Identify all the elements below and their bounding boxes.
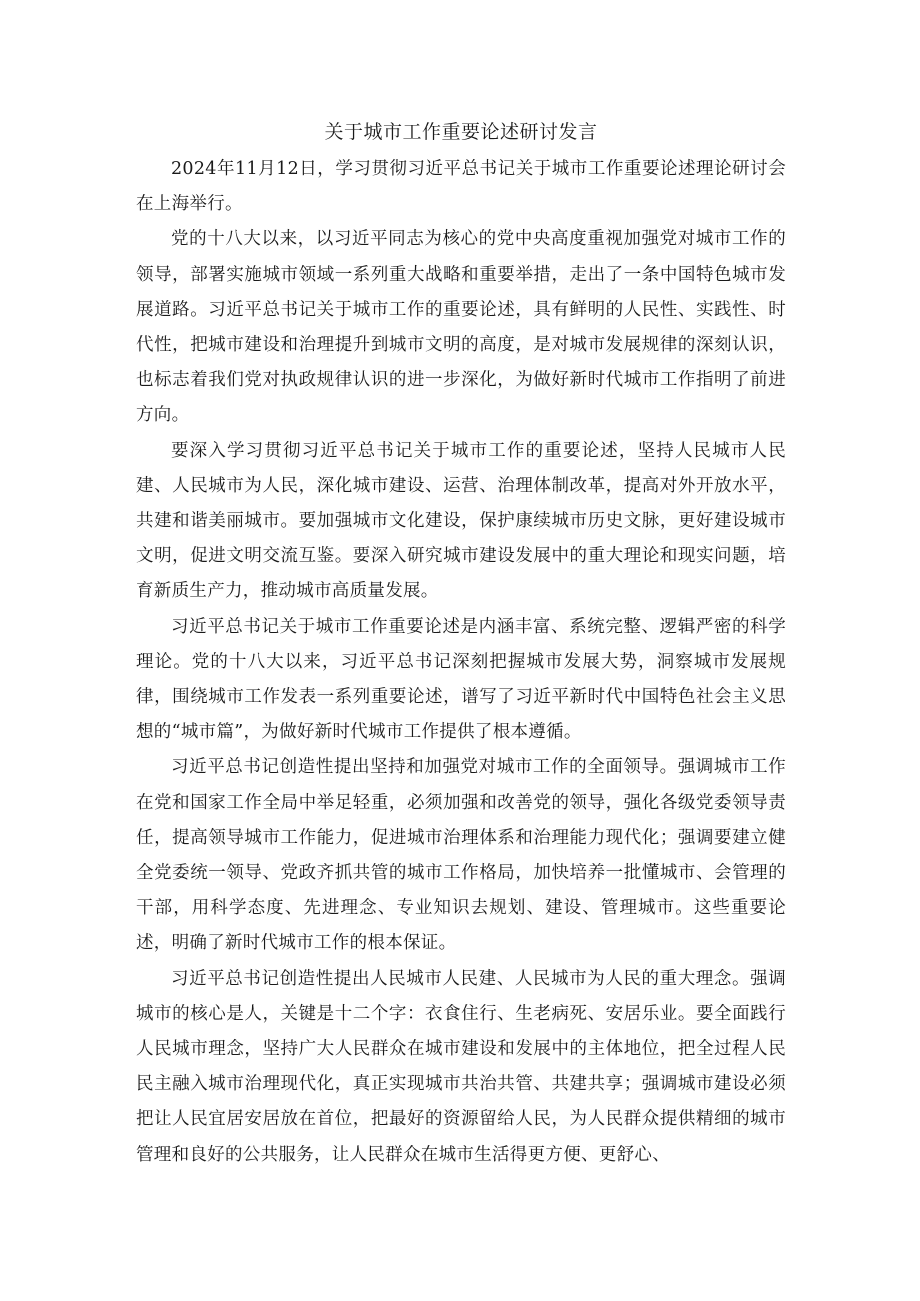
paragraph-5: 习近平总书记创造性提出坚持和加强党对城市工作的全面领导。强调城市工作在党和国家工作全局中举足轻重，必须加强和改善党的领导，强化各级党委领导责任，提高领导城市工作能力，促进城市治理体系和治理能力现代化；强调要建立健全党委统一领导、党政齐抓共管的城市工作格局，加快培养一批懂城市、会管理的干部，用科学态度、先进理念、专业知识去规划、建设、管理城市。这些重要论述，明确了新时代城市工作的根本保证。: [136, 757, 786, 954]
document-page: [136, 112, 786, 1173]
paragraph-2: 党的十八大以来，以习近平同志为核心的党中央高度重视加强党对城市工作的领导，部署实施城市领域一系列重大战略和重要举措，走出了一条中国特色城市发展道路。习近平总书记关于城市工作的重要论述，具有鲜明的人民性、实践性、时代性，把城市建设和治理提升到城市文明的高度，是对城市发展规律的深刻认识，也标志着我们党对执政规律认识的进一步深化，为做好新时代城市工作指明了前进方向。: [136, 229, 786, 426]
paragraph-4: 习近平总书记关于城市工作重要论述是内涵丰富、系统完整、逻辑严密的科学理论。党的十八大以来，习近平总书记深刻把握城市发展大势，洞察城市发展规律，围绕城市工作发表一系列重要论述，谱写了习近平新时代中国特色社会主义思想的“城市篇”，为做好新时代城市工作提供了根本遵循。: [136, 616, 786, 743]
document-title: 关于城市工作重要论述研讨发言: [324, 121, 598, 143]
paragraph-1: 2024年11月12日，学习贯彻习近平总书记关于城市工作重要论述理论研讨会在上海举行。: [136, 159, 786, 215]
paragraph-6: 习近平总书记创造性提出人民城市人民建、人民城市为人民的重大理念。强调城市的核心是人，关键是十二个字：衣食住行、生老病死、安居乐业。要全面践行人民城市理念，坚持广大人民群众在城市建设和发展中的主体地位，把全过程人民民主融入城市治理现代化，真正实现城市共治共管、共建共享；强调城市建设必须把让人民宜居安居放在首位，把最好的资源留给人民，为人民群众提供精细的城市管理和良好的公共服务，让人民群众在城市生活得更方便、更舒心、: [136, 968, 786, 1165]
paragraph-3: 要深入学习贯彻习近平总书记关于城市工作的重要论述，坚持人民城市人民建、人民城市为人民，深化城市建设、运营、治理体制改革，提高对外开放水平，共建和谐美丽城市。要加强城市文化建设，保护康续城市历史文脉，更好建设城市文明，促进文明交流互鉴。要深入研究城市建设发展中的重大理论和现实问题，培育新质生产力，推动城市高质量发展。: [136, 440, 786, 602]
